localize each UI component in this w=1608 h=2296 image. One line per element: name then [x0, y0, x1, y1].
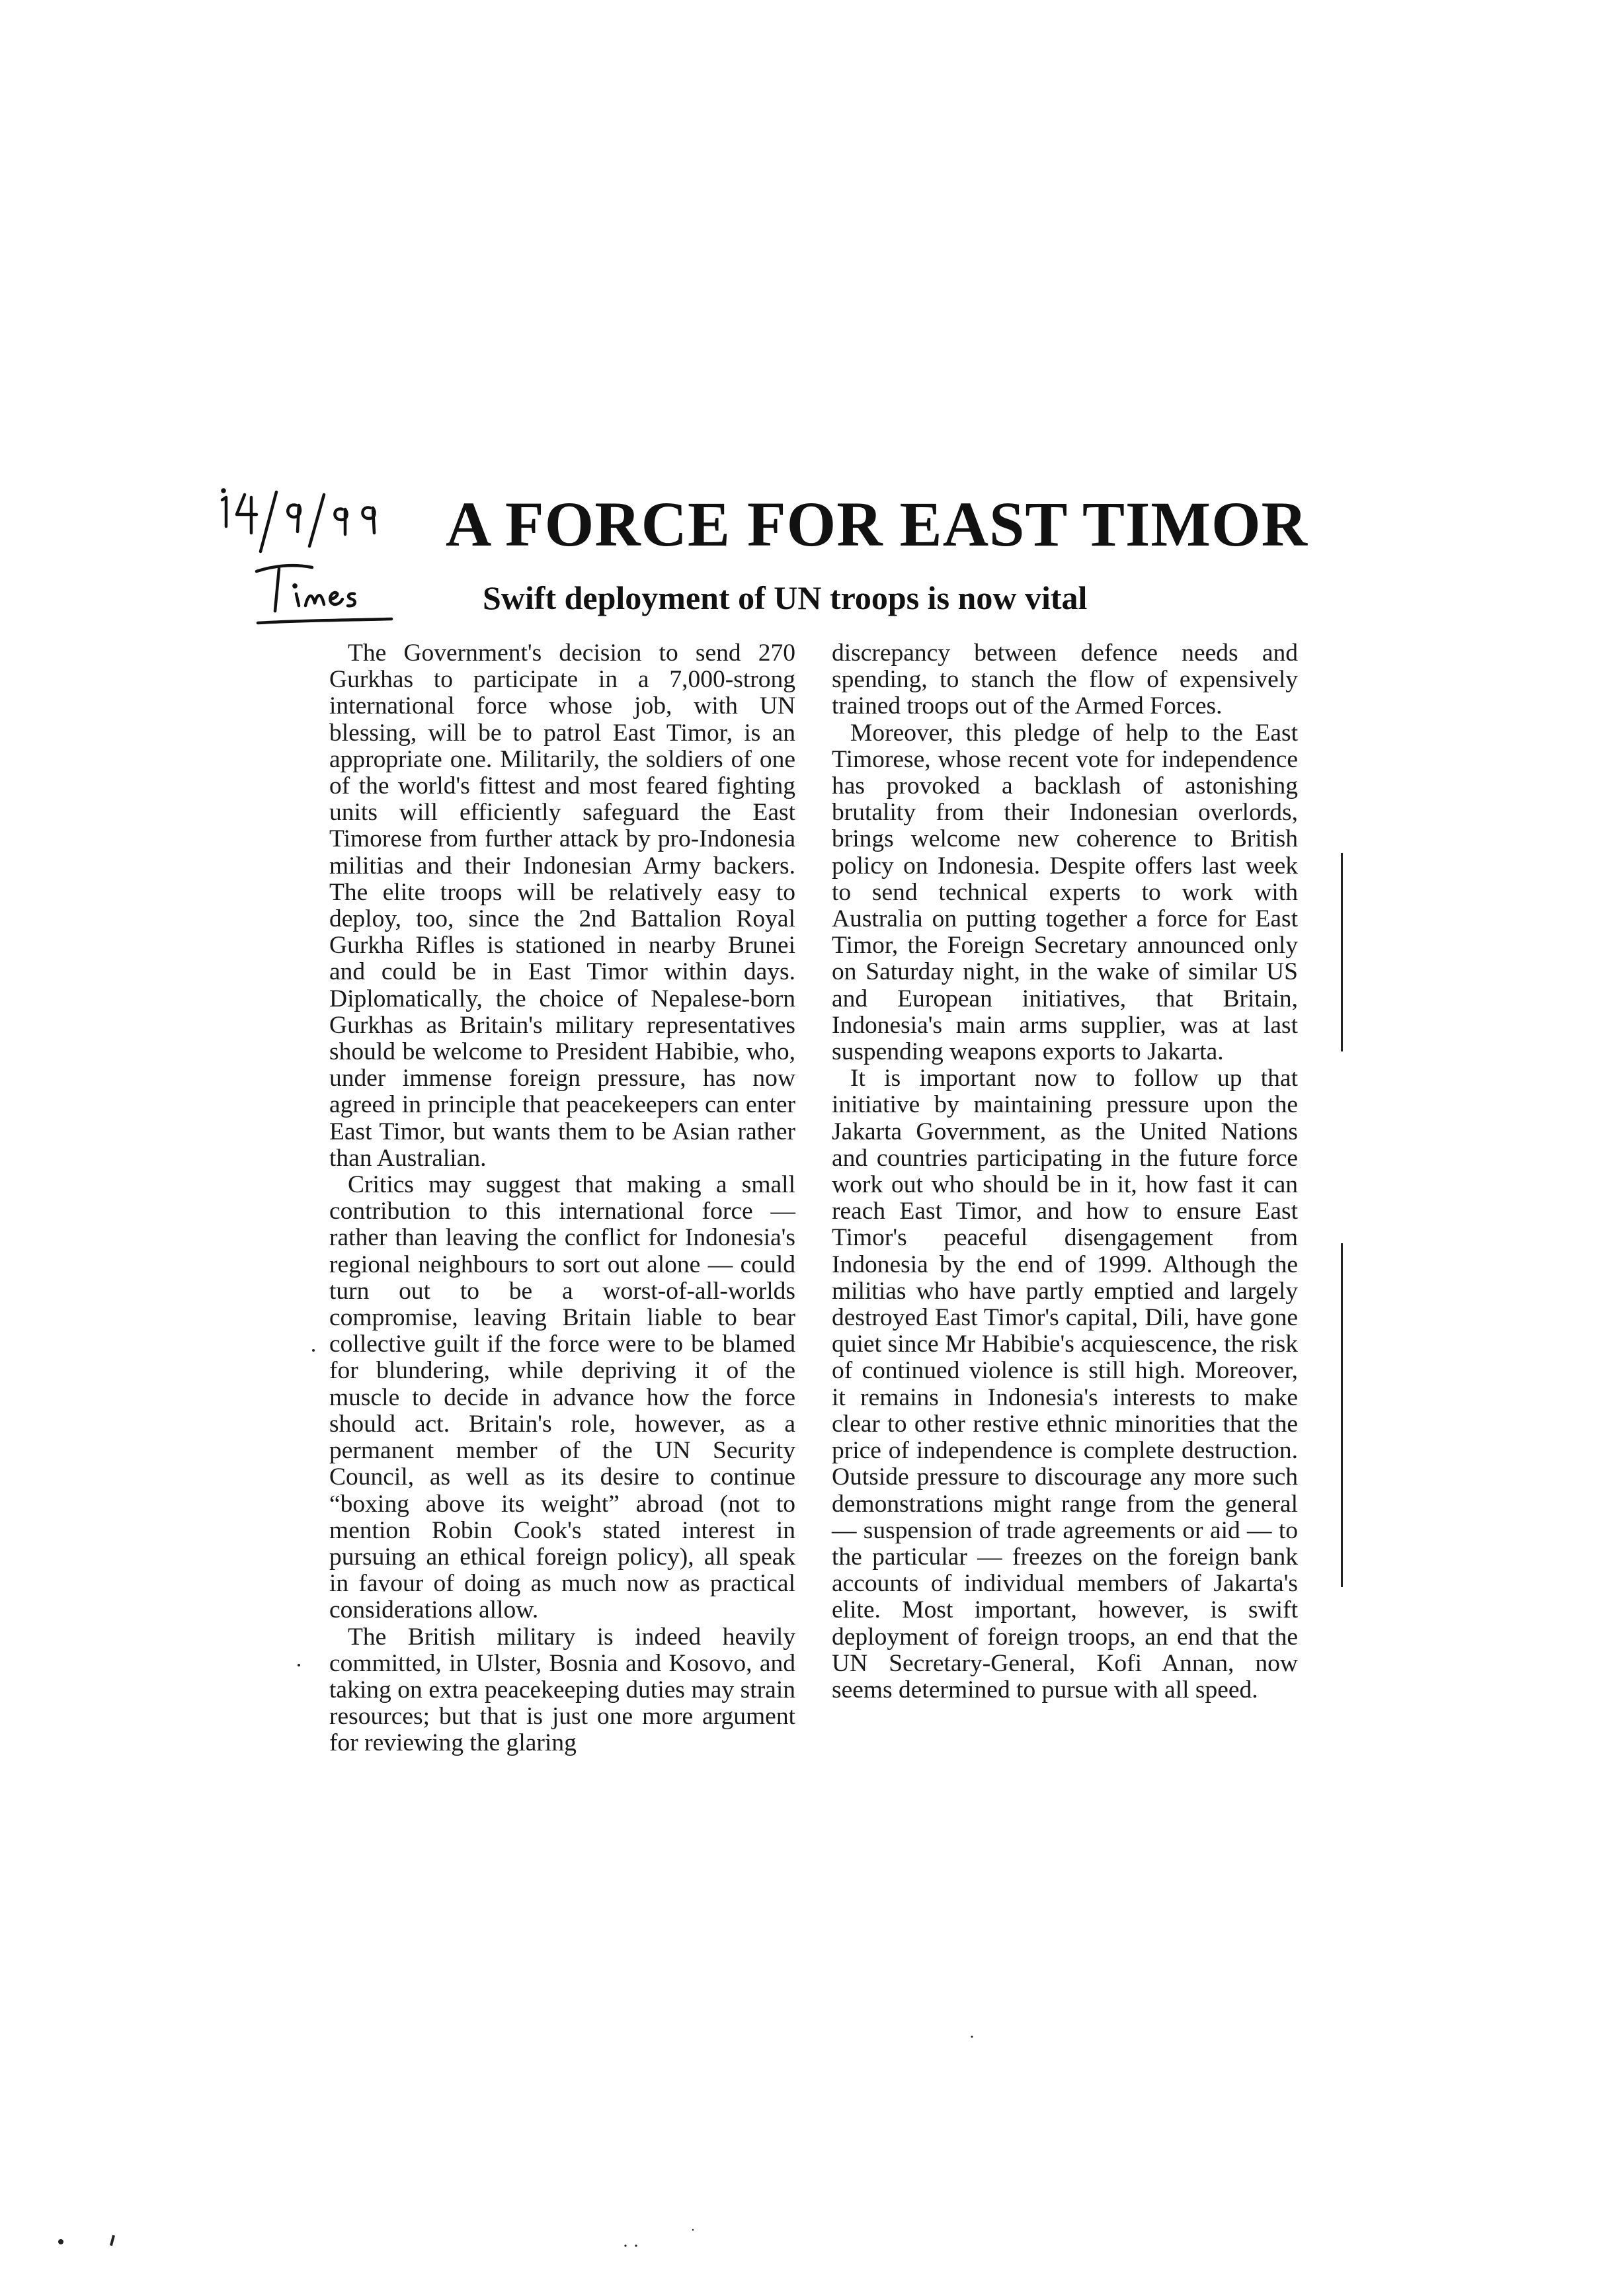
paragraph: discrepancy between defence needs and spending, to stanch the flow of expensively trained troops out of the Armed Forces. [832, 639, 1298, 720]
paragraph: The Government's decision to send 270 Gurkhas to participate in a 7,000-strong international force whose job, with UN blessing, will be to patrol East Timor, is an appropriate one. Militarily, the soldiers of one of the world's fittest and most feared fighting units will efficiently safeguard the East Timorese from further attack by pro-Indonesia militias and their Indonesian Army backers. The elite troops will be relatively easy to deploy, too, since the 2nd Battalion Royal Gurkha Rifles is stationed in nearby Brunei and could be in East Timor within days. Diplomatically, the choice of Nepalese-born Gurkhas as Britain's military representatives should be welcome to President Habibie, who, under immense foreign pressure, has now agreed in principle that peacekeepers can enter East Timor, but wants them to be Asian rather than Australian. [329, 639, 795, 1172]
subheadline: Swift deployment of UN troops is now vital [483, 579, 1088, 616]
paragraph: Moreover, this pledge of help to the East Timorese, whose recent vote for independence has provoked a backlash of astonishing brutality from their Indonesian overlords, brings welcome new coherence to British policy on Indonesia. Despite offers last week to send technical experts to work with Australia on putting together a force for East Timor, the Foreign Secretary announced only on Saturday night, in the wake of similar US and European initiatives, that Britain, Indonesia's main arms supplier, was at last suspending weapons exports to Jakarta. [832, 719, 1298, 1066]
left-column [329, 640, 795, 1757]
headline: A FORCE FOR EAST TIMOR [446, 489, 1308, 559]
paragraph: It is important now to follow up that initiative by maintaining pressure upon the Jakarta Government, as the United Nations and countries participating in the future force work out who should be in it, how fast it can reach East Timor, and how to ensure East Timor's peaceful disengagement from Indonesia by the end of 1999. Although the militias who have partly emptied and largely destroyed East Timor's capital, Dili, have gone quiet since Mr Habibie's acquiescence, the risk of continued violence is still high. Moreover, it remains in Indonesia's interests to make clear to other restive ethnic minorities that the price of independence is complete destruction. Outside pressure to discourage any more such demonstrations might range from the general — suspension of trade agreements or aid — to the particular — freezes on the foreign bank accounts of individual members of Jakarta's elite. Most important, however, is swift deployment of foreign troops, an end that the UN Secretary-General, Kofi Annan, now seems determined to pursue with all speed. [832, 1065, 1298, 1703]
paragraph: Critics may suggest that making a small contribution to this international force — rather than leaving the conflict for Indonesia's regional neighbours to sort out alone — could turn out to be a worst-of-all-worlds compromise, leaving Britain liable to bear collective guilt if the force were to be blamed for blundering, while depriving it of the muscle to decide in advance how the force should act. Britain's role, however, as a permanent member of the UN Security Council, as well as its desire to continue “boxing above its weight” abroad (not to mention Robin Cook's stated interest in pursuing an ethical foreign policy), all speak in favour of doing as much now as practical considerations allow. [329, 1171, 795, 1624]
margin-mark [1341, 853, 1343, 1051]
paragraph: The British military is indeed heavily committed, in Ulster, Bosnia and Kosovo, and taking on extra peacekeeping duties may strain resources; but that is just one more argument for reviewing the glaring [329, 1623, 795, 1757]
right-column [832, 640, 1298, 1703]
margin-mark [1341, 1243, 1343, 1587]
handwritten-source [253, 557, 424, 630]
